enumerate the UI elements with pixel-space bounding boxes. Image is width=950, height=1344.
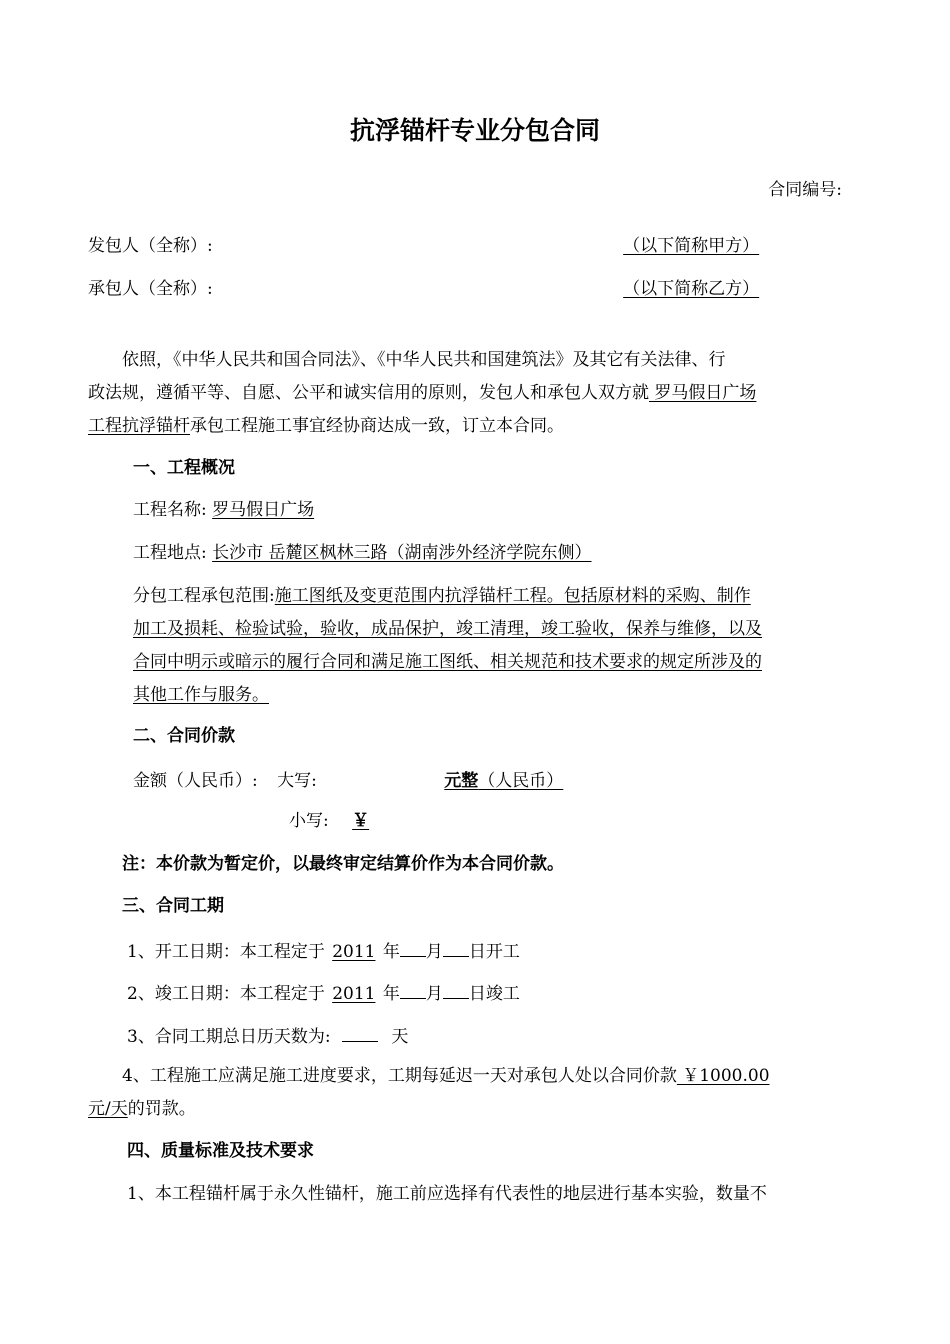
start-date-suffix: 日开工 bbox=[468, 942, 520, 962]
intro-line-3 bbox=[88, 410, 850, 443]
party-a-row bbox=[88, 231, 759, 258]
project-name-label: 工程名称: bbox=[133, 500, 207, 520]
daxie-unit: 元整 bbox=[444, 771, 479, 791]
xiaoxie-label: 小写: bbox=[289, 811, 329, 831]
end-year-char: 年 bbox=[382, 984, 400, 1004]
daxie-field[interactable] bbox=[330, 771, 563, 791]
penalty-text-1: 4、工程施工应满足施工进度要求，工期每延迟一天对承包人处以合同价款 bbox=[122, 1066, 677, 1086]
party-b-suffix: （以下简称乙方） bbox=[623, 279, 760, 299]
party-a-suffix: （以下简称甲方） bbox=[623, 236, 760, 256]
scope-text-3: 合同中明示或暗示的履行合同和满足施工图纸、相关规范和技术要求的规定所涉及的 bbox=[133, 652, 762, 672]
section-1-heading: 一、工程概况 bbox=[133, 458, 235, 478]
daxie-currency: （人民币） bbox=[478, 771, 564, 791]
amount-daxie-row bbox=[133, 766, 563, 793]
scope-paragraph bbox=[88, 580, 850, 712]
party-a-field[interactable] bbox=[218, 236, 759, 256]
xiaoxie-field[interactable] bbox=[340, 809, 408, 833]
penalty-text-2: 的罚款。 bbox=[127, 1099, 196, 1119]
scope-text-2: 加工及损耗、检验试验，验收，成品保护，竣工清理，竣工验收，保养与维修，以及 bbox=[133, 619, 762, 639]
document-title: 抗浮锚杆专业分包合同 bbox=[349, 116, 600, 145]
end-day-field[interactable] bbox=[443, 978, 469, 999]
party-a-label: 发包人（全称）: bbox=[88, 236, 213, 256]
intro-line-2-text: 政法规，遵循平等、自愿、公平和诚实信用的原则，发包人和承包人双方就 bbox=[88, 383, 649, 403]
amount-label: 金额（人民币）: bbox=[133, 771, 258, 791]
project-name-value: 罗马假日广场 bbox=[212, 500, 315, 520]
price-note: 注：本价款为暂定价，以最终审定结算价作为本合同价款。 bbox=[122, 854, 564, 874]
penalty-line-1 bbox=[88, 1060, 850, 1093]
start-month-field[interactable] bbox=[400, 936, 426, 957]
intro-line-2 bbox=[88, 377, 850, 410]
start-month-char: 月 bbox=[425, 942, 443, 962]
amount-xiaoxie-row bbox=[289, 809, 408, 833]
project-name-row bbox=[133, 498, 488, 522]
scope-label: 分包工程承包范围: bbox=[133, 586, 275, 606]
total-days-unit: 天 bbox=[391, 1027, 409, 1047]
penalty-paragraph bbox=[88, 1060, 850, 1126]
section-2-heading: 二、合同价款 bbox=[133, 726, 235, 746]
penalty-rate-unit: 元/天 bbox=[88, 1099, 128, 1119]
end-month-field[interactable] bbox=[400, 978, 426, 999]
scope-text-1: 施工图纸及变更范围内抗浮锚杆工程。包括原材料的采购、制作 bbox=[274, 586, 751, 606]
party-b-label: 承包人（全称）: bbox=[88, 279, 213, 299]
end-date-row bbox=[127, 978, 520, 1006]
project-site-value: 长沙市 岳麓区枫林三路（湖南涉外经济学院东侧） bbox=[212, 543, 592, 563]
intro-project-scope: 工程抗浮锚杆 bbox=[88, 416, 190, 436]
end-month-char: 月 bbox=[425, 984, 443, 1004]
total-days-label: 3、合同工期总日历天数为: bbox=[127, 1027, 331, 1047]
section-3-heading: 三、合同工期 bbox=[122, 896, 224, 916]
start-year-char: 年 bbox=[382, 942, 400, 962]
daxie-label: 大写: bbox=[277, 771, 317, 791]
intro-project-name: 罗马假日广场 bbox=[649, 383, 757, 403]
scope-text-4: 其他工作与服务。 bbox=[133, 685, 269, 705]
scope-line-3 bbox=[88, 646, 850, 679]
scope-line-2 bbox=[88, 613, 850, 646]
start-date-prefix: 1、开工日期：本工程定于 bbox=[127, 942, 325, 962]
penalty-line-2 bbox=[88, 1093, 850, 1126]
start-day-field[interactable] bbox=[443, 936, 469, 957]
end-date-prefix: 2、竣工日期：本工程定于 bbox=[127, 984, 325, 1004]
total-days-field[interactable] bbox=[342, 1021, 378, 1042]
project-site-label: 工程地点: bbox=[133, 543, 207, 563]
start-date-row bbox=[127, 936, 520, 964]
intro-paragraph bbox=[88, 344, 850, 443]
end-year-field[interactable]: 2011 bbox=[332, 984, 376, 1004]
contract-number-label: 合同编号: bbox=[768, 180, 842, 200]
intro-line-3-text: 承包工程施工事宜经协商达成一致，订立本合同。 bbox=[190, 416, 564, 436]
scope-line-1 bbox=[88, 580, 850, 613]
total-days-row bbox=[127, 1021, 408, 1049]
scope-line-4 bbox=[88, 679, 850, 712]
party-b-field[interactable] bbox=[218, 279, 759, 299]
intro-line-1: 依照，《中华人民共和国合同法》、《中华人民共和国建筑法》及其它有关法律、行 bbox=[122, 350, 726, 370]
section-4-heading: 四、质量标准及技术要求 bbox=[127, 1141, 314, 1161]
project-site-row bbox=[133, 541, 592, 565]
party-b-row bbox=[88, 274, 759, 301]
start-year-field[interactable]: 2011 bbox=[332, 942, 376, 962]
end-date-suffix: 日竣工 bbox=[468, 984, 520, 1004]
xiaoxie-symbol: ￥ bbox=[352, 811, 370, 831]
quality-paragraph-1: 1、本工程锚杆属于永久性锚杆，施工前应选择有代表性的地层进行基本实验，数量不 bbox=[127, 1184, 767, 1204]
penalty-amount: ￥1000.00 bbox=[676, 1066, 770, 1086]
